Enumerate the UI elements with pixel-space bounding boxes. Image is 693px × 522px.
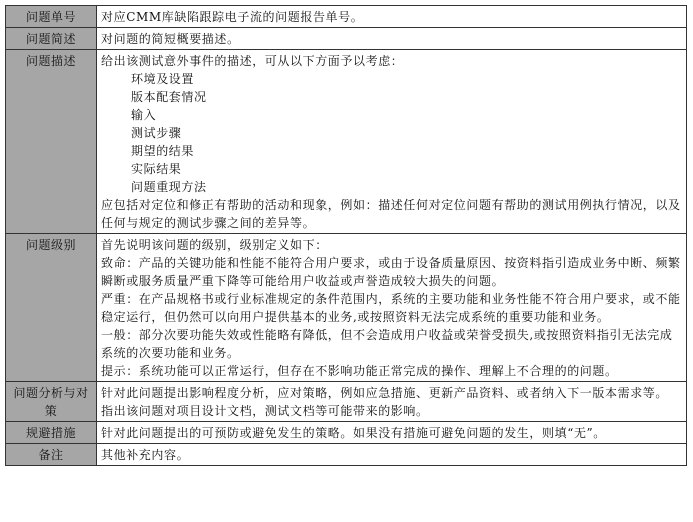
row-label: 问题级别	[6, 234, 97, 382]
list-item: 版本配套情况	[131, 90, 207, 104]
row-content	[97, 28, 687, 50]
content-paragraph: 首先说明该问题的级别，级别定义如下：	[101, 238, 328, 252]
content-paragraph: 严重：在产品规格书或行业标准规定的条件范围内，系统的主要功能和业务性能不符合用户要求，或不能稳定运行，但仍然可以向用户提供基本的业务,或按照资料无法完成系统的重要功能和业务。	[101, 292, 681, 324]
content-paragraph: 应包括对定位和修正有帮助的活动和现象，例如：描述任何对定位问题有帮助的测试用例执行情况，以及任何与规定的测试步骤之间的差异等。	[101, 198, 681, 230]
table-row	[6, 444, 687, 466]
row-label: 规避措施	[6, 422, 97, 444]
content-paragraph: 针对此问题提出影响程度分析，应对策略，例如应急措施、更新产品资料、或者纳入下一版本需求等。	[101, 386, 669, 400]
content-paragraph: 针对此问题提出的可预防或避免发生的策略。如果没有措施可避免问题的发生，则填“无”。	[101, 426, 606, 440]
list-item: 输入	[131, 108, 157, 122]
content-paragraph: 指出该问题对项目设计文档，测试文档等可能带来的影响。	[101, 404, 429, 418]
list-item: 实际结果	[131, 162, 182, 176]
row-label: 问题单号	[6, 6, 97, 28]
content-paragraph: 提示：系统功能可以正常运行，但存在不影响功能正常完成的操作、理解上不合理的的问题。	[101, 364, 618, 378]
problem-report-spec-table	[5, 5, 687, 466]
table-row	[6, 422, 687, 444]
row-content	[97, 444, 687, 466]
table-row	[6, 234, 687, 382]
row-label: 问题分析与对策	[6, 382, 97, 422]
table-row	[6, 50, 687, 234]
content-paragraph: 致命：产品的关键功能和性能不能符合用户要求，或由于设备质量原因、按资料指引造成业务中断、频繁瞬断或服务质量严重下降等可能给用户收益或声誉造成较大损失的问题。	[101, 256, 681, 288]
content-paragraph: 一般：部分次要功能失效或性能略有降低，但不会造成用户收益或荣誉受损失,或按照资料指引无法完成系统的次要功能和业务。	[101, 328, 673, 360]
row-content	[97, 234, 687, 382]
row-label: 问题描述	[6, 50, 97, 234]
row-content	[97, 50, 687, 234]
content-line: 对问题的简短概要描述。	[101, 32, 240, 46]
content-line: 其他补充内容。	[101, 448, 190, 462]
table-row	[6, 382, 687, 422]
row-content	[97, 422, 687, 444]
row-content	[97, 6, 687, 28]
table-row	[6, 6, 687, 28]
row-label: 问题简述	[6, 28, 97, 50]
content-line: 对应CMM库缺陷跟踪电子流的问题报告单号。	[101, 10, 364, 24]
table-row	[6, 28, 687, 50]
list-item: 环境及设置	[131, 72, 195, 86]
list-item: 问题重现方法	[131, 180, 207, 194]
row-content	[97, 382, 687, 422]
list-item: 期望的结果	[131, 144, 195, 158]
list-item: 测试步骤	[131, 126, 182, 140]
row-label: 备注	[6, 444, 97, 466]
content-line: 给出该测试意外事件的描述，可从以下方面予以考虑：	[101, 54, 404, 68]
